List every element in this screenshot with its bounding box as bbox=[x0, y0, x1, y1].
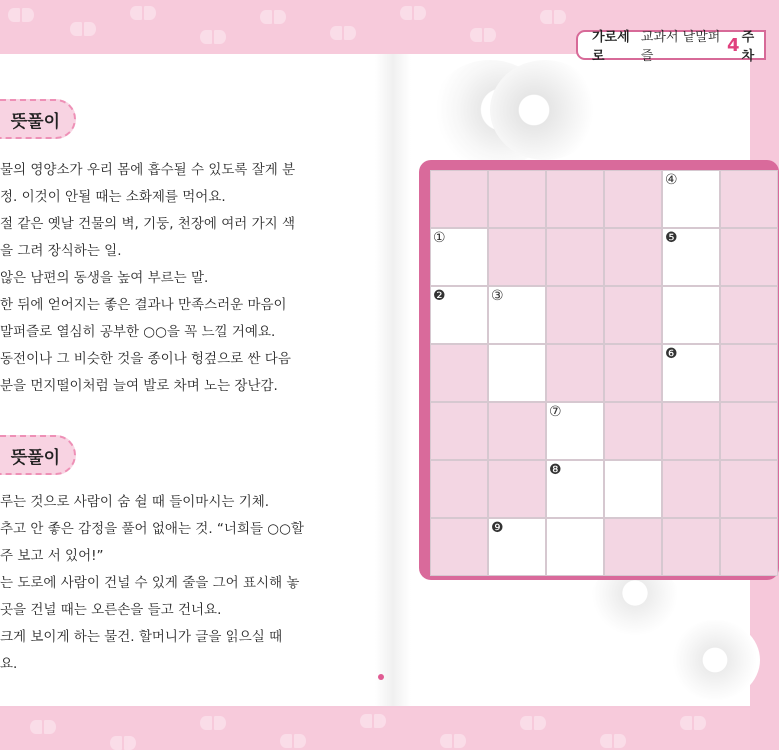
clue-line: 물의 영양소가 우리 몸에 흡수될 수 있도록 잘게 분 bbox=[0, 162, 296, 178]
blocked-cell bbox=[662, 460, 720, 518]
blocked-cell bbox=[604, 170, 662, 228]
ribbon-icon bbox=[30, 720, 56, 734]
ribbon-icon bbox=[130, 6, 156, 20]
blocked-cell bbox=[604, 286, 662, 344]
blocked-cell bbox=[430, 460, 488, 518]
header-title-rest: 교과서 낱말퍼즐 bbox=[640, 30, 721, 64]
clue-line: 을 그려 장식하는 일. bbox=[0, 243, 122, 259]
ribbon-icon bbox=[280, 734, 306, 748]
blocked-cell bbox=[430, 402, 488, 460]
clue-line: 추고 안 좋은 감정을 풀어 없애는 것. “너희들 ○○할 bbox=[0, 521, 304, 537]
blocked-cell bbox=[430, 170, 488, 228]
header-tab bbox=[576, 30, 766, 64]
header-title-bold: 가로세로 bbox=[592, 30, 630, 64]
clue-number: ❷ bbox=[433, 288, 446, 304]
clue-line: 정. 이것이 안될 때는 소화제를 먹어요. bbox=[0, 189, 226, 205]
blocked-cell bbox=[546, 170, 604, 228]
blocked-cell bbox=[720, 286, 778, 344]
ribbon-icon bbox=[470, 28, 496, 42]
blocked-cell bbox=[720, 460, 778, 518]
blocked-cell bbox=[604, 228, 662, 286]
answer-cell[interactable] bbox=[662, 286, 720, 344]
blocked-cell bbox=[662, 518, 720, 576]
answer-cell[interactable] bbox=[546, 460, 604, 518]
clue-line: 루는 것으로 사람이 숨 쉴 때 들이마시는 기체. bbox=[0, 494, 270, 510]
ribbon-icon bbox=[330, 26, 356, 40]
blocked-cell bbox=[604, 402, 662, 460]
clue-number: ① bbox=[433, 230, 446, 246]
clue-number: ⑦ bbox=[549, 404, 562, 420]
blocked-cell bbox=[546, 228, 604, 286]
header-week-number: 4 bbox=[727, 34, 740, 56]
clue-line: 주 보고 서 있어!” bbox=[0, 548, 104, 564]
ribbon-icon bbox=[110, 736, 136, 750]
clue-number: ④ bbox=[665, 172, 678, 188]
clue-number: ❾ bbox=[491, 520, 504, 536]
blocked-cell bbox=[546, 286, 604, 344]
ribbon-icon bbox=[8, 8, 34, 22]
blocked-cell bbox=[488, 402, 546, 460]
across-heading: 뜻풀이 bbox=[0, 99, 76, 139]
clue-number: ❽ bbox=[549, 462, 562, 478]
blocked-cell bbox=[720, 170, 778, 228]
ribbon-icon bbox=[520, 716, 546, 730]
clue-line: 크게 보이게 하는 물건. 할머니가 글을 읽으실 때 bbox=[0, 629, 283, 645]
clue-line: 동전이나 그 비슷한 것을 종이나 헝겊으로 싼 다음 bbox=[0, 351, 291, 367]
clue-line: 말퍼즐로 열심히 공부한 ○○을 꼭 느낄 거예요. bbox=[0, 324, 276, 340]
ribbon-icon bbox=[400, 6, 426, 20]
answer-cell[interactable] bbox=[604, 460, 662, 518]
header-week-label: 주차 bbox=[741, 30, 755, 64]
ribbon-icon bbox=[200, 30, 226, 44]
blocked-cell bbox=[430, 344, 488, 402]
clue-line: 한 뒤에 얻어지는 좋은 결과나 만족스러운 마음이 bbox=[0, 297, 287, 313]
blocked-cell bbox=[604, 518, 662, 576]
answer-cell[interactable] bbox=[546, 518, 604, 576]
blocked-cell bbox=[604, 344, 662, 402]
ribbon-icon bbox=[680, 716, 706, 730]
swirl-decoration bbox=[490, 60, 600, 160]
ribbon-icon bbox=[70, 22, 96, 36]
clue-line: 요. bbox=[0, 656, 18, 672]
clue-line: 곳을 건널 때는 오른손을 들고 건너요. bbox=[0, 602, 222, 618]
answer-cell[interactable] bbox=[488, 344, 546, 402]
clue-line: 분을 먼지떨이처럼 늘여 발로 차며 노는 장난감. bbox=[0, 378, 278, 394]
ribbon-icon bbox=[440, 734, 466, 748]
blocked-cell bbox=[662, 402, 720, 460]
crossword-grid bbox=[430, 170, 778, 576]
swirl-decoration bbox=[670, 620, 760, 700]
blocked-cell bbox=[546, 344, 604, 402]
clue-line: 는 도로에 사람이 건널 수 있게 줄을 그어 표시해 놓 bbox=[0, 575, 300, 591]
clue-number: ③ bbox=[491, 288, 504, 304]
answer-cell[interactable] bbox=[662, 344, 720, 402]
blocked-cell bbox=[488, 460, 546, 518]
blocked-cell bbox=[720, 518, 778, 576]
clue-number: ❺ bbox=[665, 230, 678, 246]
ribbon-icon bbox=[260, 10, 286, 24]
blocked-cell bbox=[488, 170, 546, 228]
blocked-cell bbox=[720, 344, 778, 402]
answer-cell[interactable] bbox=[488, 518, 546, 576]
clue-line: 절 같은 옛날 건물의 벽, 기둥, 천장에 여러 가지 색 bbox=[0, 216, 295, 232]
ribbon-icon bbox=[540, 10, 566, 24]
answer-cell[interactable] bbox=[662, 170, 720, 228]
answer-cell[interactable] bbox=[546, 402, 604, 460]
blocked-cell bbox=[720, 402, 778, 460]
clue-line: 않은 남편의 동생을 높여 부르는 말. bbox=[0, 270, 209, 286]
ribbon-icon bbox=[200, 716, 226, 730]
page-dot bbox=[378, 674, 384, 680]
down-heading: 뜻풀이 bbox=[0, 435, 76, 475]
page-gutter bbox=[375, 54, 411, 706]
answer-cell[interactable] bbox=[430, 228, 488, 286]
answer-cell[interactable] bbox=[488, 286, 546, 344]
blocked-cell bbox=[430, 518, 488, 576]
ribbon-icon bbox=[360, 714, 386, 728]
answer-cell[interactable] bbox=[430, 286, 488, 344]
blocked-cell bbox=[720, 228, 778, 286]
blocked-cell bbox=[488, 228, 546, 286]
ribbon-icon bbox=[600, 734, 626, 748]
clue-number: ❻ bbox=[665, 346, 678, 362]
answer-cell[interactable] bbox=[662, 228, 720, 286]
